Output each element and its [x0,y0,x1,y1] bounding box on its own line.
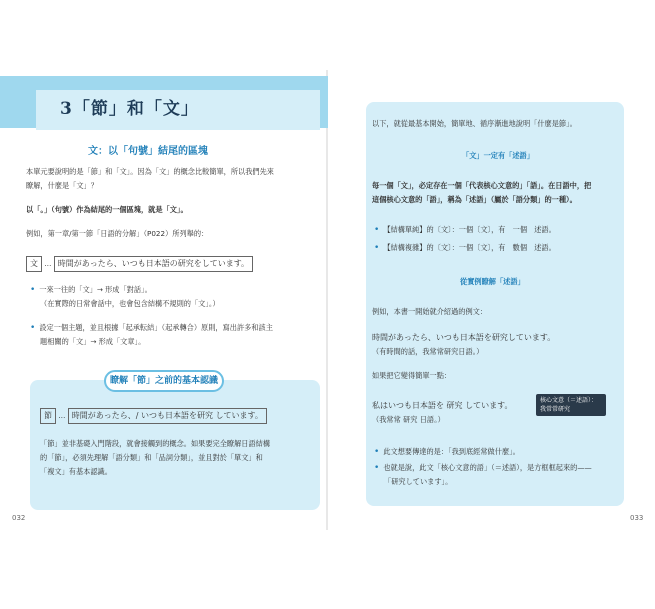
example2-row: 節 … 時間があったら、/ いつも日本語を研究 しています。 [40,408,267,424]
bullet-1b: （在實際的日常會話中，也會包含結構不規則的「文」。） [40,299,220,308]
right-subheading-2: 從實例瞭解「述語」 [460,277,525,286]
paragraph-3: 例如，第一章/第一節「日語的分解」（P022）所列舉的： [26,229,209,238]
subheading-sentence: 文：以「句號」結尾的區塊 [88,146,208,157]
paragraph-1b: 瞭解，什麼是「文」？ [26,181,98,190]
left-page [0,70,320,530]
page-number-left: 032 [12,514,26,522]
right-example-1-translation: （有時間的話，我常常研究日語。） [372,347,484,356]
example2-label: 節 [40,408,56,424]
right-example-1: 時間があったら、いつも日本語を研究しています。 [372,333,556,342]
paragraph-4b: 的「節」，必須先理解「語分類」和「品詞分類」，並且對於「單文」和 [40,453,263,462]
right-bullet-3: • 此文想要傳達的是：「我到底經常做什麼」。 [374,446,520,458]
panel-title: 瞭解「節」之前的基本認識 [104,370,224,392]
right-paragraph-1: 每一個「文」，必定存在一個「代表核心文意的」「語」。在日語中，把 [372,181,592,190]
book-spine [326,70,328,530]
right-intro: 以下，就從最基本開始，簡單地、循序漸進地說明「什麼是節」。 [372,119,577,128]
example-label: 文 [26,256,42,272]
page-number-right: 033 [630,514,644,522]
right-example-2: 私はいつも日本語を 研究 しています。 [372,401,513,410]
right-example-2-translation: （我常常 研究 日語。） [372,415,445,424]
section-title: 3「節」和「文」 [60,99,199,119]
right-paragraph-3: 如果把它變得簡單一點： [372,371,452,380]
paragraph-2: 以「。」（句號）作為結尾的一個區塊，就是「文」。 [26,205,188,214]
right-bullet-1: • 【結構單純】的〔文〕：一個〔文〕，有 一個 述語。 [374,224,556,236]
example2-sentence: 時間があったら、/ いつも日本語を研究 しています。 [68,408,267,424]
bullet-2b: 題相關的「文」→ 形成「文章」。 [40,337,146,346]
right-bullet-2: • 【結構複雜】的〔文〕：一個〔文〕，有 數個 述語。 [374,242,556,254]
right-subheading-1: 「文」一定有「述語」 [462,151,534,160]
bullet-1: • 一來一往的「文」→ 形成「對話」。 [30,284,152,296]
right-bullet-4: • 也就是說，此文「核心文意的語」（＝述語），是方框框起來的—— [374,462,592,474]
example-sentence: 時間があったら、いつも日本語の研究をしています。 [54,256,253,272]
bullet-2: • 設定一個主題，並且根據「起承転結」（起承轉合）原則，寫出許多和該主 [30,322,273,334]
example-row: 文 … 時間があったら、いつも日本語の研究をしています。 [26,256,253,272]
right-paragraph-2: 例如，本書一開始就介紹過的例文： [372,307,488,316]
right-paragraph-1b: 這個核心文意的「語」，稱為「述語」（屬於「語分類」的一種）。 [372,195,577,204]
paragraph-4: 「節」並非基礎入門階段，就會接觸到的概念。如果要完全瞭解日語結構 [40,439,271,448]
core-meaning-note: 核心文意（＝述語）：我常常研究 [536,394,606,416]
paragraph-1: 本單元要說明的是「節」和「文」。因為「文」的概念比較簡單，所以我們先來 [26,167,274,176]
paragraph-4c: 「複文」有基本認識。 [40,467,112,476]
right-bullet-4b: 「研究しています」。 [384,477,453,486]
